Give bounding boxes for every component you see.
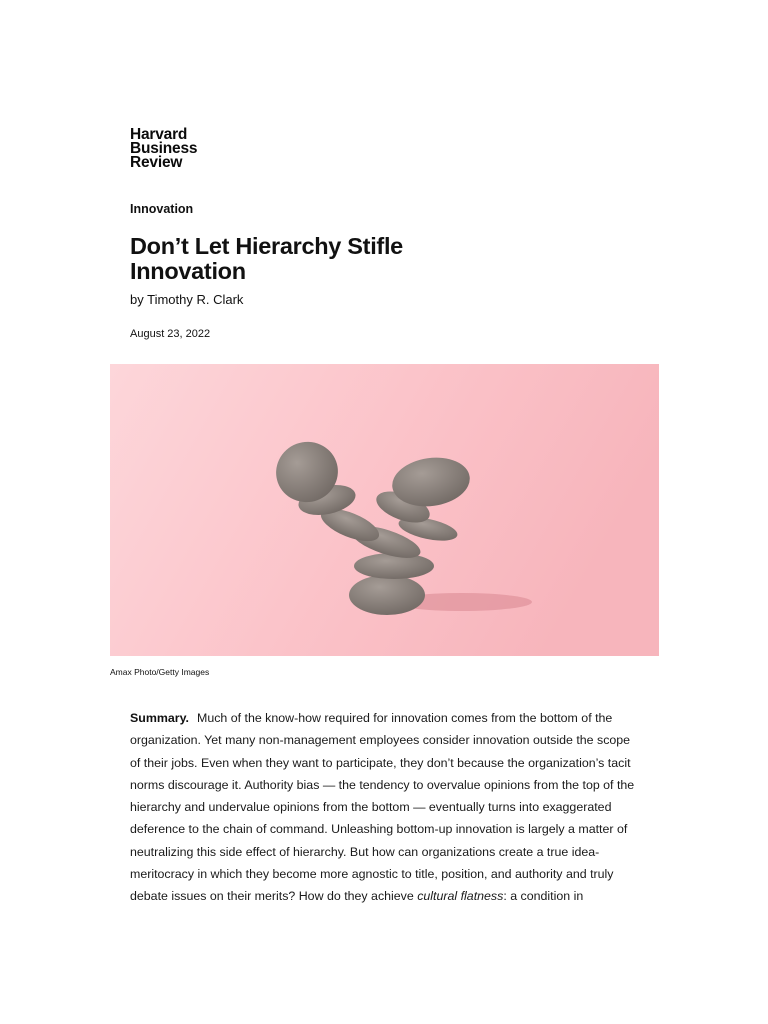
stone-base: [349, 575, 425, 615]
logo-line-3: Review: [130, 154, 183, 171]
stone-2: [354, 553, 434, 579]
author-byline[interactable]: by Timothy R. Clark: [130, 292, 244, 307]
article-title: Don’t Let Hierarchy Stifle Innovation: [130, 233, 403, 284]
summary-label: Summary.: [130, 711, 189, 725]
logo-line-2: Business: [130, 140, 198, 157]
topic-link[interactable]: Innovation: [130, 202, 194, 216]
logo-line-1: Harvard: [130, 126, 188, 143]
summary-text: Much of the know-how required for innovation comes from the bottom of the organization. Yet many non-management employees consider innovation outside the scope of their jobs. Even when they want to participate, they don’t because the organization’s tacit norms discourage it. Authority bias — the tendency to overvalue opinions from the top of the hierarchy and undervalue opinions from the bottom — eventually turns into exaggerated deference to the chain of command. Unleashing bottom-up innovation is largely a matter of neutralizing this side effect of hierarchy. But how can organizations create a true idea-meritocracy in which they become more agnostic to title, position, and authority and truly debate issues on their merits? How do they achieve: [130, 711, 635, 904]
hbr-logo[interactable]: [130, 128, 197, 170]
summary-text-tail: : a condition in: [503, 889, 584, 904]
summary-italic-term: cultural flatness: [417, 889, 504, 904]
balancing-stones-illustration: [110, 364, 659, 656]
publish-date: August 23, 2022: [130, 328, 211, 340]
hero-image: [110, 364, 659, 656]
image-credit: Amax Photo/Getty Images: [110, 667, 210, 677]
article-summary: [130, 707, 640, 908]
